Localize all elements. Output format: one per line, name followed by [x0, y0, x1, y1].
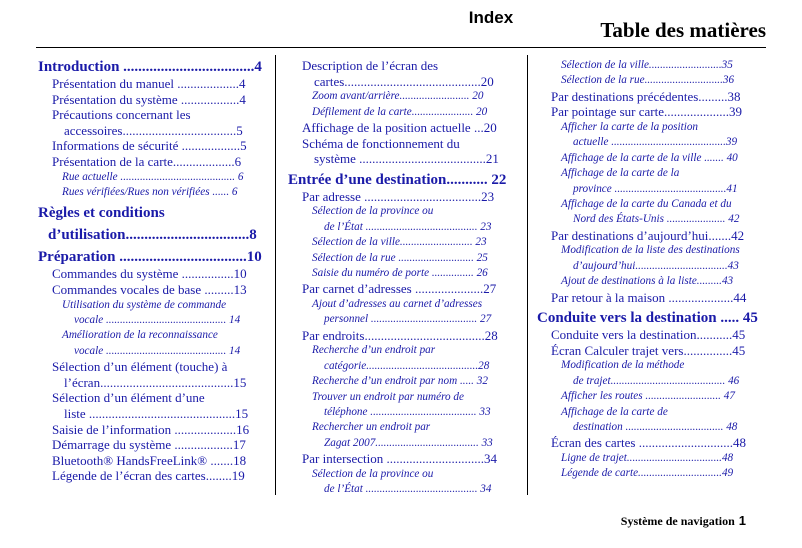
toc-section-heading[interactable]: Conduite vers la destination ..... 45 — [537, 310, 758, 327]
page-number: 1 — [738, 513, 746, 528]
toc-entry[interactable]: Par pointage sur carte....................39 — [551, 104, 742, 120]
toc-column-3 — [537, 58, 765, 482]
toc-entry[interactable]: Sélection d’un élément d’une — [52, 390, 205, 406]
toc-entry[interactable]: destination ................................... 48 — [573, 421, 738, 434]
toc-entry[interactable]: Sélection de la ville..........................35 — [561, 59, 733, 71]
page-title: Table des matières — [600, 18, 766, 42]
toc-entry[interactable]: d’aujourd’hui.................................43 — [573, 259, 739, 272]
toc-entry[interactable]: Informations de sécurité ..................5 — [52, 138, 247, 154]
toc-entry[interactable]: Zagat 2007..................................... 33 — [324, 436, 493, 449]
toc-entry[interactable]: vocale ........................................... 14 — [74, 313, 241, 326]
toc-entry[interactable]: Par carnet d’adresses .....................27 — [302, 281, 497, 297]
toc-column-1 — [38, 58, 264, 484]
toc-entry[interactable]: téléphone ...................................... 33 — [324, 406, 491, 419]
toc-entry[interactable]: Par destinations précédentes.........38 — [551, 88, 741, 104]
toc-entry[interactable]: Légende de l’écran des cartes........19 — [52, 468, 245, 484]
toc-entry[interactable]: Présentation du système ..................4 — [52, 91, 246, 107]
toc-entry[interactable]: Saisie du numéro de porte ............... 26 — [312, 267, 488, 279]
toc-entry[interactable]: Présentation de la carte...................6 — [52, 153, 242, 169]
toc-entry[interactable]: Description de l’écran des — [302, 58, 439, 73]
toc-entry[interactable]: système .......................................21 — [314, 151, 499, 167]
toc-entry[interactable]: Écran des cartes .............................48 — [551, 435, 746, 451]
toc-entry[interactable]: Afficher la carte de la position — [561, 121, 699, 133]
toc-entry[interactable]: cartes..........................................20 — [314, 73, 494, 89]
toc-entry[interactable]: Par retour à la maison ....................44 — [551, 289, 747, 305]
toc-entry[interactable]: Affichage de la carte du Canada et du — [561, 198, 732, 211]
toc-entry[interactable]: Sélection de la rue............................36 — [561, 74, 735, 87]
toc-entry[interactable]: Par endroits.....................................28 — [302, 327, 498, 343]
page-footer — [621, 513, 746, 529]
toc-entry[interactable]: de trajet......................................... 46 — [573, 374, 740, 387]
toc-entry[interactable]: Affichage de la carte de — [561, 405, 668, 418]
toc-entry[interactable]: Recherche d’un endroit par — [312, 344, 436, 357]
toc-section-heading[interactable]: Règles et conditions — [38, 205, 165, 222]
toc-entry[interactable]: Sélection de la province ou — [312, 205, 434, 218]
column-divider — [275, 55, 276, 495]
toc-entry[interactable]: Modification de la méthode — [561, 359, 685, 372]
toc-entry[interactable]: Sélection de la ville.......................... 23 — [312, 236, 487, 249]
toc-entry[interactable]: personnel ...................................... 27 — [324, 313, 492, 326]
toc-entry[interactable]: vocale ........................................... 14 — [74, 344, 241, 357]
toc-entry[interactable]: Recherche d’un endroit par nom ..... 32 — [312, 375, 488, 388]
toc-entry[interactable]: Précautions concernant les — [52, 107, 191, 123]
toc-entry[interactable]: Démarrage du système ..................17 — [52, 437, 246, 453]
toc-entry[interactable]: Nord des États-Unis ..................... 42 — [573, 213, 740, 226]
toc-entry[interactable]: Par intersection ..............................34 — [302, 451, 497, 467]
toc-entry[interactable]: Rue actuelle ......................................... 6 — [62, 170, 244, 183]
toc-entry[interactable]: Saisie de l’information ...................16 — [52, 421, 250, 437]
toc-entry[interactable]: Sélection de la rue ........................... 25 — [312, 251, 488, 264]
toc-entry[interactable]: Conduite vers la destination...........45 — [551, 327, 746, 343]
toc-entry[interactable]: Affichage de la position actuelle ...20 — [302, 120, 497, 135]
toc-entry[interactable]: Utilisation du système de commande — [62, 298, 227, 311]
toc-entry[interactable]: Commandes du système ................10 — [52, 266, 247, 282]
toc-entry[interactable]: Présentation du manuel ...................4 — [52, 76, 246, 91]
toc-entry[interactable]: Trouver un endroit par numéro de — [312, 390, 464, 403]
toc-entry[interactable]: Bluetooth® HandsFreeLink® .......18 — [52, 452, 247, 468]
index-label[interactable]: Index — [468, 8, 514, 27]
toc-entry[interactable]: Rues vérifiées/Rues non vérifiées ...... 6 — [62, 185, 238, 198]
toc-column-2 — [288, 58, 516, 498]
toc-entry[interactable]: Sélection de la province ou — [312, 467, 434, 480]
toc-section-heading[interactable]: d’utilisation.................................8 — [48, 227, 257, 244]
footer-label: Système de navigation — [620, 514, 735, 528]
toc-entry[interactable]: Défilement de la carte...................... 20 — [312, 105, 488, 118]
toc-entry[interactable]: liste .............................................15 — [64, 405, 249, 421]
toc-entry[interactable]: Ligne de trajet..................................48 — [561, 452, 734, 465]
toc-entry[interactable]: actuelle .........................................39 — [573, 136, 738, 149]
toc-entry[interactable]: Affichage de la carte de la ville ....... 40 — [561, 151, 738, 164]
column-divider — [527, 55, 528, 495]
toc-entry[interactable]: Par adresse ....................................23 — [302, 188, 495, 204]
toc-entry[interactable]: l’écran.........................................15 — [64, 374, 247, 390]
toc-entry[interactable]: Écran Calculer trajet vers...............45 — [551, 342, 746, 358]
toc-section-heading[interactable]: Entrée d’une destination........... 22 — [288, 171, 507, 188]
toc-entry[interactable]: Affichage de la carte de la — [561, 167, 680, 180]
toc-entry[interactable]: Rechercher un endroit par — [312, 421, 431, 434]
toc-entry[interactable]: Modification de la liste des destinations — [561, 244, 740, 257]
toc-entry[interactable]: Ajout de destinations à la liste.........43 — [561, 275, 734, 288]
toc-entry[interactable]: accessoires...................................5 — [64, 122, 243, 138]
toc-entry[interactable]: Zoom avant/arrière......................... 20 — [312, 90, 484, 103]
toc-section-heading[interactable]: Introduction ...................................4 — [38, 59, 262, 75]
toc-entry[interactable]: Afficher les routes ........................... 47 — [561, 390, 735, 403]
toc-entry[interactable]: province ........................................41 — [573, 182, 738, 195]
toc-entry[interactable]: Ajout d’adresses au carnet d’adresses — [312, 298, 483, 310]
toc-entry[interactable]: Amélioration de la reconnaissance — [62, 329, 218, 342]
toc-section-heading[interactable]: Préparation ..................................10 — [38, 249, 262, 266]
toc-entry[interactable]: de l’État ........................................ 34 — [324, 483, 492, 496]
toc-entry[interactable]: Légende de carte..............................49 — [561, 467, 734, 480]
header-rule — [36, 47, 766, 48]
toc-entry[interactable]: catégorie........................................28 — [324, 359, 490, 372]
toc-entry[interactable]: de l’État ........................................ 23 — [324, 220, 492, 233]
toc-entry[interactable]: Sélection d’un élément (touche) à — [52, 359, 228, 375]
toc-entry[interactable]: Commandes vocales de base .........13 — [52, 281, 247, 297]
toc-entry[interactable]: Par destinations d’aujourd’hui.......42 — [551, 227, 745, 243]
toc-entry[interactable]: Schéma de fonctionnement du — [302, 135, 460, 151]
